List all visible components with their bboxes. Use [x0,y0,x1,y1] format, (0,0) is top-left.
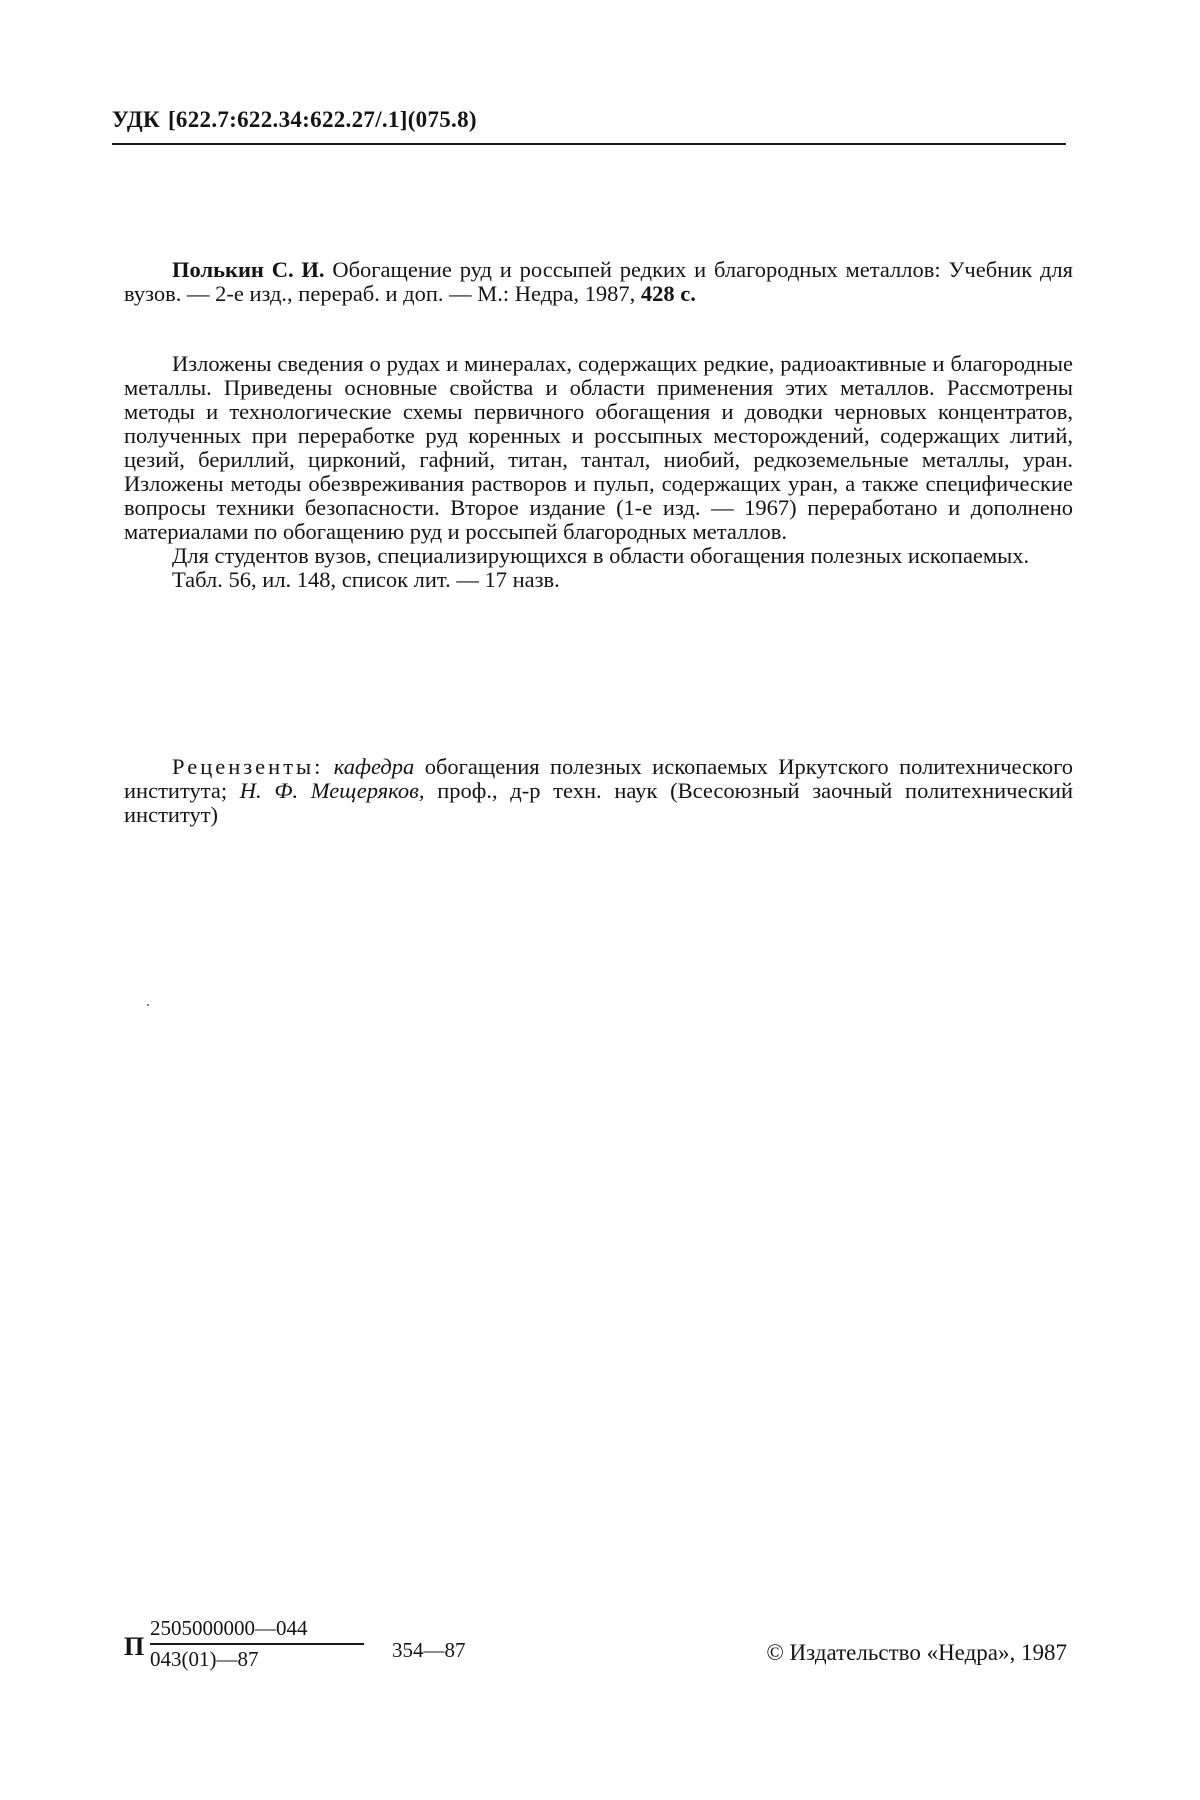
abstract-stats: Табл. 56, ил. 148, список лит. — 17 назв. [124,568,1073,592]
udk-classification [112,107,477,133]
reviewer-person-details: проф., д-р техн. наук (Всесоюзный заочный политехнический институт) [124,778,1073,827]
order-number: 354—87 [392,1638,466,1663]
reviewers-section [124,755,1073,827]
abstract-section [124,352,1073,592]
code-numerator: 2505000000—044 [150,1616,364,1645]
bibliographic-entry [124,258,1073,306]
udk-code: [622.7:622.34:622.27/.1](075.8) [168,107,477,132]
reviewers-label: Рецензенты: [172,754,323,779]
code-prefix: П [124,1632,144,1662]
copyright-notice: © Издательство «Недра», 1987 [766,1640,1067,1666]
print-speck [147,1004,149,1006]
author-name: Полькин С. И. [172,257,325,282]
code-fraction [150,1616,364,1672]
header-rule [112,143,1066,145]
reviewer-department-name: кафедра [334,754,415,779]
abstract-summary: Изложены сведения о рудах и минералах, содержащих редкие, радиоактивные и благородные металлы. Приведены основные свойства и области применения этих металлов. Рассмотрены методы и технологические схемы первичного обогащения и доводки черновых концентратов, полученных при переработке руд коренных и россыпных месторождений, содержащих литий, цезий, бериллий, цирконий, гафний, титан, тантал, ниобий, редкоземельные металлы, уран. Изложены методы обезвреживания растворов и пульп, содержащих уран, а также специфические вопросы техники безопасности. Второе издание (1-е изд. — 1967) переработано и дополнено материалами по обогащению руд и россыпей благородных металлов. [124,352,1073,544]
reviewer-person-name: Н. Ф. Мещеряков, [240,778,425,803]
publication-code [124,1616,494,1686]
reviewers-text [124,755,1073,827]
bibliographic-record [124,258,1073,306]
abstract-audience: Для студентов вузов, специализирующихся в области обогащения полезных ископаемых. [124,544,1073,568]
udk-label: УДК [112,107,160,132]
book-imprint-page [0,0,1200,1800]
page-count: 428 с. [641,281,696,306]
reviewer-department: обогащения полезных ископаемых Иркутского политехнического института; [124,754,1073,803]
book-description: Обогащение руд и россыпей редких и благородных металлов: Учебник для вузов. — 2-е изд., перераб. и доп. — М.: Недра, 1987, [124,257,1073,306]
code-denominator: 043(01)—87 [150,1645,364,1672]
